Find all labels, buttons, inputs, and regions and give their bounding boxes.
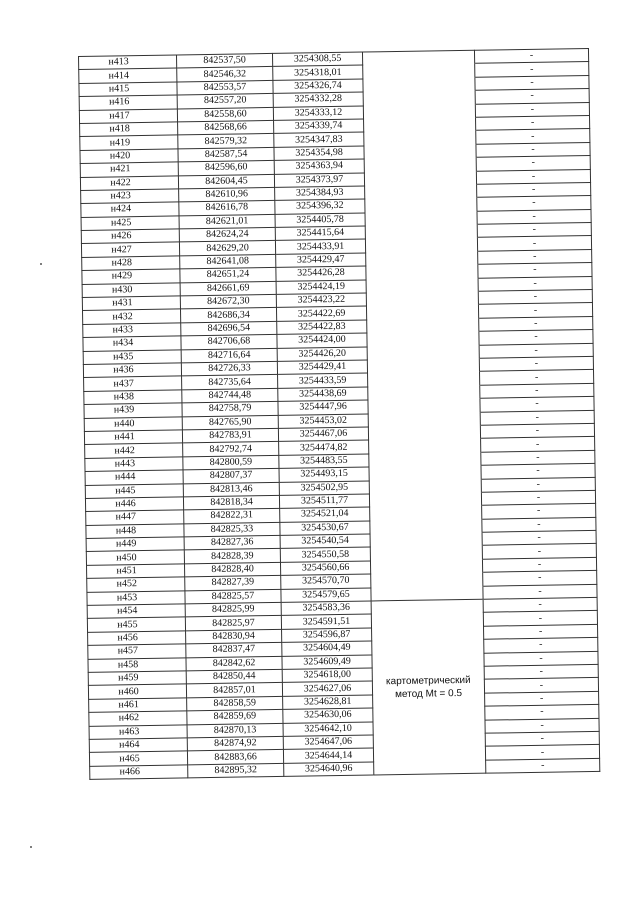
- point-id-cell: н455: [87, 617, 185, 632]
- x-coordinate-cell: 842568,66: [178, 120, 274, 135]
- y-coordinate-cell: 3254354,98: [274, 146, 364, 161]
- point-id-cell: н420: [80, 149, 178, 164]
- y-coordinate-cell: 3254426,20: [277, 347, 367, 362]
- point-id-cell: н454: [87, 604, 185, 619]
- y-coordinate-cell: 3254339,74: [274, 119, 364, 134]
- y-coordinate-cell: 3254540,54: [280, 534, 370, 549]
- x-coordinate-cell: 842870,13: [187, 723, 283, 738]
- x-coordinate-cell: 842696,54: [181, 321, 277, 336]
- point-id-cell: н433: [83, 323, 181, 338]
- point-id-cell: н417: [79, 109, 177, 124]
- point-id-cell: н448: [86, 524, 184, 539]
- point-id-cell: н419: [80, 135, 178, 150]
- y-coordinate-cell: 3254384,93: [275, 186, 365, 201]
- point-id-cell: н432: [83, 309, 181, 324]
- description-cell: -: [479, 316, 593, 331]
- method-cell: картометрический метод Mt = 0.5: [371, 599, 486, 775]
- point-id-cell: н423: [81, 189, 179, 204]
- point-id-cell: н461: [89, 698, 187, 713]
- x-coordinate-cell: 842827,39: [185, 576, 281, 591]
- x-coordinate-cell: 842825,99: [185, 602, 281, 617]
- x-coordinate-cell: 842587,54: [178, 147, 274, 162]
- x-coordinate-cell: 842807,37: [183, 469, 279, 484]
- description-cell: -: [474, 48, 588, 63]
- x-coordinate-cell: 842629,20: [179, 241, 275, 256]
- point-id-cell: н429: [82, 269, 180, 284]
- x-coordinate-cell: 842758,79: [182, 402, 278, 417]
- x-coordinate-cell: 842553,57: [177, 80, 273, 95]
- x-coordinate-cell: 842792,74: [183, 442, 279, 457]
- y-coordinate-cell: 3254433,59: [278, 373, 368, 388]
- description-cell: -: [479, 356, 593, 371]
- x-coordinate-cell: 842822,31: [184, 509, 280, 524]
- point-id-cell: н466: [90, 765, 188, 780]
- x-coordinate-cell: 842621,01: [179, 214, 275, 229]
- y-coordinate-cell: 3254415,64: [275, 226, 365, 241]
- description-cell: -: [484, 638, 598, 653]
- y-coordinate-cell: 3254511,77: [279, 494, 369, 509]
- description-cell: -: [485, 745, 599, 760]
- x-coordinate-cell: 842716,64: [181, 348, 277, 363]
- x-coordinate-cell: 842537,50: [176, 53, 272, 68]
- description-cell: -: [484, 678, 598, 693]
- description-cell: -: [482, 517, 596, 532]
- description-cell: -: [477, 182, 591, 197]
- y-coordinate-cell: 3254422,69: [276, 306, 366, 321]
- point-id-cell: н438: [84, 390, 182, 405]
- x-coordinate-cell: 842828,39: [184, 549, 280, 564]
- x-coordinate-cell: 842651,24: [180, 268, 276, 283]
- x-coordinate-cell: 842744,48: [182, 388, 278, 403]
- x-coordinate-cell: 842579,32: [178, 134, 274, 149]
- point-id-cell: н430: [82, 283, 180, 298]
- y-coordinate-cell: 3254530,67: [280, 521, 370, 536]
- y-coordinate-cell: 3254647,06: [283, 735, 373, 750]
- point-id-cell: н450: [86, 550, 184, 565]
- y-coordinate-cell: 3254308,55: [272, 52, 362, 67]
- y-coordinate-cell: 3254596,87: [282, 628, 372, 643]
- point-id-cell: н415: [79, 82, 177, 97]
- y-coordinate-cell: 3254363,94: [274, 159, 364, 174]
- x-coordinate-cell: 842546,32: [177, 67, 273, 82]
- point-id-cell: н431: [82, 296, 180, 311]
- scan-speck: [40, 263, 42, 265]
- description-cell: -: [477, 223, 591, 238]
- point-id-cell: н446: [85, 497, 183, 512]
- point-id-cell: н462: [89, 711, 187, 726]
- point-id-cell: н458: [88, 657, 186, 672]
- y-coordinate-cell: 3254609,49: [282, 655, 372, 670]
- description-cell: -: [482, 557, 596, 572]
- y-coordinate-cell: 3254591,51: [281, 614, 371, 629]
- description-cell: -: [485, 705, 599, 720]
- point-id-cell: н437: [84, 376, 182, 391]
- point-id-cell: н451: [87, 564, 185, 579]
- description-cell: -: [475, 75, 589, 90]
- point-id-cell: н425: [81, 216, 179, 231]
- x-coordinate-cell: 842596,60: [178, 161, 274, 176]
- x-coordinate-cell: 842825,57: [185, 589, 281, 604]
- point-id-cell: н428: [82, 256, 180, 271]
- description-cell: -: [478, 303, 592, 318]
- y-coordinate-cell: 3254429,47: [276, 253, 366, 268]
- x-coordinate-cell: 842686,34: [180, 308, 276, 323]
- description-cell: -: [485, 691, 599, 706]
- description-cell: -: [481, 490, 595, 505]
- x-coordinate-cell: 842813,46: [183, 482, 279, 497]
- y-coordinate-cell: 3254424,00: [277, 333, 367, 348]
- point-id-cell: н443: [85, 457, 183, 472]
- x-coordinate-cell: 842883,66: [187, 750, 283, 765]
- coordinates-table: [78, 48, 600, 780]
- description-cell: -: [478, 289, 592, 304]
- point-id-cell: н456: [88, 631, 186, 646]
- x-coordinate-cell: 842837,47: [186, 643, 282, 658]
- y-coordinate-cell: 3254429,41: [277, 360, 367, 375]
- point-id-cell: н449: [86, 537, 184, 552]
- x-coordinate-cell: 842726,33: [181, 361, 277, 376]
- y-coordinate-cell: 3254333,12: [273, 106, 363, 121]
- point-id-cell: н422: [80, 175, 178, 190]
- x-coordinate-cell: 842818,34: [183, 495, 279, 510]
- description-cell: -: [481, 477, 595, 492]
- point-id-cell: н452: [87, 577, 185, 592]
- description-cell: -: [484, 664, 598, 679]
- point-id-cell: н442: [85, 443, 183, 458]
- point-id-cell: н427: [81, 242, 179, 257]
- x-coordinate-cell: 842895,32: [188, 763, 284, 778]
- y-coordinate-cell: 3254453,02: [278, 414, 368, 429]
- description-cell: -: [477, 196, 591, 211]
- y-coordinate-cell: 3254332,28: [273, 92, 363, 107]
- description-cell: -: [481, 464, 595, 479]
- point-id-cell: н439: [84, 403, 182, 418]
- y-coordinate-cell: 3254550,58: [280, 547, 370, 562]
- y-coordinate-cell: 3254583,36: [281, 601, 371, 616]
- point-id-cell: н459: [88, 671, 186, 686]
- y-coordinate-cell: 3254424,19: [276, 280, 366, 295]
- x-coordinate-cell: 842859,69: [187, 710, 283, 725]
- point-id-cell: н463: [89, 724, 187, 739]
- description-cell: -: [480, 423, 594, 438]
- coordinates-table-body: [79, 48, 600, 779]
- description-cell: -: [478, 249, 592, 264]
- x-coordinate-cell: 842616,78: [179, 201, 275, 216]
- x-coordinate-cell: 842641,08: [180, 254, 276, 269]
- x-coordinate-cell: 842672,30: [180, 294, 276, 309]
- y-coordinate-cell: 3254560,66: [280, 561, 370, 576]
- description-cell: -: [476, 129, 590, 144]
- y-coordinate-cell: 3254618,00: [282, 668, 372, 683]
- x-coordinate-cell: 842827,36: [184, 535, 280, 550]
- description-cell: -: [479, 343, 593, 358]
- description-cell: -: [483, 571, 597, 586]
- x-coordinate-cell: 842610,96: [179, 187, 275, 202]
- point-id-cell: н436: [83, 363, 181, 378]
- description-cell: -: [476, 115, 590, 130]
- y-coordinate-cell: 3254396,32: [275, 199, 365, 214]
- y-coordinate-cell: 3254570,70: [281, 574, 371, 589]
- x-coordinate-cell: 842858,59: [187, 696, 283, 711]
- point-id-cell: н418: [80, 122, 178, 137]
- x-coordinate-cell: 842828,40: [184, 562, 280, 577]
- x-coordinate-cell: 842850,44: [186, 669, 282, 684]
- x-coordinate-cell: 842800,59: [183, 455, 279, 470]
- y-coordinate-cell: 3254644,14: [283, 748, 373, 763]
- point-id-cell: н435: [83, 350, 181, 365]
- description-cell: -: [475, 62, 589, 77]
- y-coordinate-cell: 3254326,74: [273, 79, 363, 94]
- description-cell: -: [484, 651, 598, 666]
- scan-speck: [30, 846, 32, 848]
- y-coordinate-cell: 3254426,28: [276, 266, 366, 281]
- description-cell: -: [480, 383, 594, 398]
- y-coordinate-cell: 3254474,82: [279, 440, 369, 455]
- y-coordinate-cell: 3254423,22: [276, 293, 366, 308]
- y-coordinate-cell: 3254405,78: [275, 213, 365, 228]
- x-coordinate-cell: 842765,90: [182, 415, 278, 430]
- description-cell: -: [483, 611, 597, 626]
- point-id-cell: н441: [84, 430, 182, 445]
- description-cell: -: [483, 584, 597, 599]
- description-cell: -: [478, 263, 592, 278]
- x-coordinate-cell: 842604,45: [178, 174, 274, 189]
- point-id-cell: н440: [84, 416, 182, 431]
- y-coordinate-cell: 3254373,97: [274, 173, 364, 188]
- y-coordinate-cell: 3254433,91: [275, 239, 365, 254]
- y-coordinate-cell: 3254502,95: [279, 480, 369, 495]
- point-id-cell: н416: [79, 95, 177, 110]
- y-coordinate-cell: 3254347,83: [274, 132, 364, 147]
- y-coordinate-cell: 3254422,83: [277, 320, 367, 335]
- description-cell: -: [483, 597, 597, 612]
- x-coordinate-cell: 842558,60: [177, 107, 273, 122]
- description-cell: -: [481, 450, 595, 465]
- description-cell: -: [484, 624, 598, 639]
- x-coordinate-cell: 842830,94: [186, 629, 282, 644]
- y-coordinate-cell: 3254483,55: [279, 454, 369, 469]
- description-cell: -: [476, 169, 590, 184]
- description-cell: -: [482, 530, 596, 545]
- description-cell: -: [478, 276, 592, 291]
- x-coordinate-cell: 842825,97: [185, 616, 281, 631]
- description-cell: -: [480, 370, 594, 385]
- x-coordinate-cell: 842661,69: [180, 281, 276, 296]
- description-cell: -: [477, 209, 591, 224]
- point-id-cell: н434: [83, 336, 181, 351]
- x-coordinate-cell: 842825,33: [184, 522, 280, 537]
- y-coordinate-cell: 3254318,01: [273, 65, 363, 80]
- description-cell: -: [476, 156, 590, 171]
- point-id-cell: н457: [88, 644, 186, 659]
- x-coordinate-cell: 842735,64: [182, 375, 278, 390]
- point-id-cell: н460: [88, 684, 186, 699]
- point-id-cell: н414: [79, 68, 177, 83]
- x-coordinate-cell: 842874,92: [187, 736, 283, 751]
- y-coordinate-cell: 3254438,69: [278, 387, 368, 402]
- y-coordinate-cell: 3254579,65: [281, 588, 371, 603]
- point-id-cell: н465: [89, 751, 187, 766]
- description-cell: -: [477, 236, 591, 251]
- y-coordinate-cell: 3254627,06: [282, 681, 372, 696]
- description-cell: -: [482, 544, 596, 559]
- x-coordinate-cell: 842706,68: [181, 335, 277, 350]
- point-id-cell: н444: [85, 470, 183, 485]
- description-cell: -: [485, 718, 599, 733]
- description-cell: -: [480, 397, 594, 412]
- point-id-cell: н453: [87, 591, 185, 606]
- y-coordinate-cell: 3254630,06: [283, 708, 373, 723]
- x-coordinate-cell: 842783,91: [182, 428, 278, 443]
- description-cell: -: [476, 142, 590, 157]
- point-id-cell: н447: [86, 510, 184, 525]
- point-id-cell: н426: [81, 229, 179, 244]
- description-cell: -: [475, 89, 589, 104]
- x-coordinate-cell: 842857,01: [186, 683, 282, 698]
- x-coordinate-cell: 842624,24: [179, 228, 275, 243]
- y-coordinate-cell: 3254467,06: [278, 427, 368, 442]
- y-coordinate-cell: 3254493,15: [279, 467, 369, 482]
- y-coordinate-cell: 3254447,96: [278, 400, 368, 415]
- x-coordinate-cell: 842842,62: [186, 656, 282, 671]
- point-id-cell: н421: [80, 162, 178, 177]
- point-id-cell: н413: [79, 55, 177, 70]
- y-coordinate-cell: 3254642,10: [283, 721, 373, 736]
- point-id-cell: н445: [85, 483, 183, 498]
- point-id-cell: н464: [89, 738, 187, 753]
- y-coordinate-cell: 3254628,81: [283, 695, 373, 710]
- description-cell: -: [479, 330, 593, 345]
- description-cell: -: [480, 410, 594, 425]
- description-cell: -: [475, 102, 589, 117]
- point-id-cell: н424: [81, 202, 179, 217]
- y-coordinate-cell: 3254521,04: [280, 507, 370, 522]
- x-coordinate-cell: 842557,20: [177, 94, 273, 109]
- description-cell: -: [481, 437, 595, 452]
- y-coordinate-cell: 3254640,96: [284, 762, 374, 777]
- y-coordinate-cell: 3254604,49: [282, 641, 372, 656]
- description-cell: -: [486, 758, 600, 773]
- description-cell: -: [485, 731, 599, 746]
- description-cell: -: [482, 504, 596, 519]
